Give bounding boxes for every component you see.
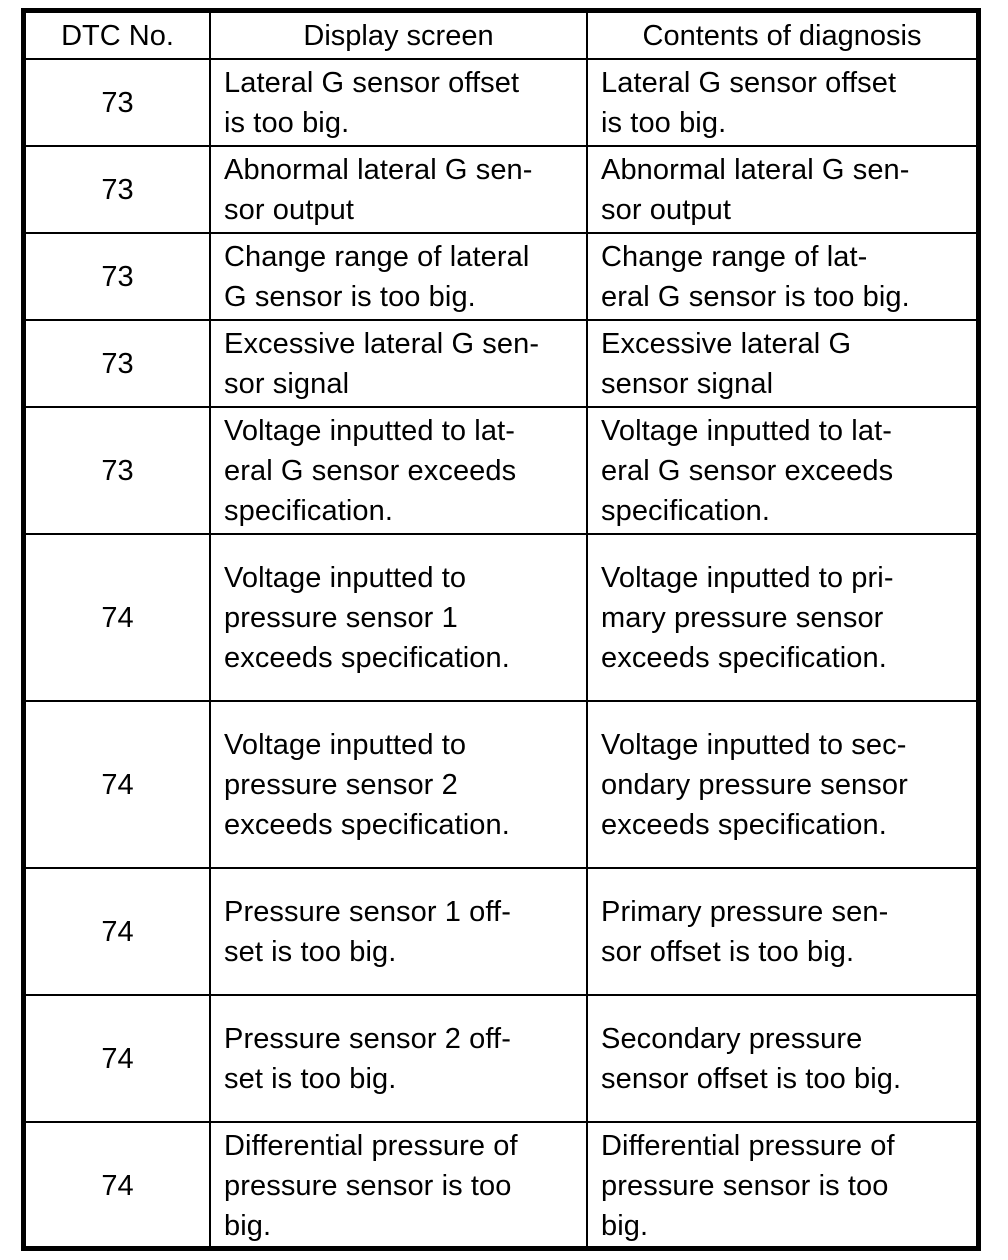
dtc-number: 74 <box>26 995 210 1122</box>
table-row <box>26 868 976 995</box>
dtc-table <box>26 13 976 1249</box>
display-screen-text: Change range of lateral G sensor is too big. <box>210 233 587 320</box>
dtc-table-frame <box>21 8 981 1251</box>
display-screen-text: Lateral G sensor offset is too big. <box>210 59 587 146</box>
dtc-number: 73 <box>26 233 210 320</box>
diagnosis-text: Voltage inputted to sec- ondary pressure sensor exceeds specification. <box>587 701 976 868</box>
diagnosis-text: Excessive lateral G sensor signal <box>587 320 976 407</box>
display-screen-text: Voltage inputted to lat- eral G sensor exceeds specification. <box>210 407 587 534</box>
display-screen-text: Voltage inputted to pressure sensor 1 exceeds specification. <box>210 534 587 701</box>
display-screen-text: Excessive lateral G sen- sor signal <box>210 320 587 407</box>
header-contents-of-diagnosis: Contents of diagnosis <box>587 13 976 59</box>
table-row <box>26 995 976 1122</box>
dtc-number: 74 <box>26 1122 210 1249</box>
header-row <box>26 13 976 59</box>
dtc-number: 73 <box>26 59 210 146</box>
table-row <box>26 233 976 320</box>
diagnosis-text: Voltage inputted to pri- mary pressure sensor exceeds specification. <box>587 534 976 701</box>
diagnosis-text: Differential pressure of pressure sensor is too big. <box>587 1122 976 1249</box>
dtc-number: 73 <box>26 320 210 407</box>
display-screen-text: Abnormal lateral G sen- sor output <box>210 146 587 233</box>
header-dtc-no: DTC No. <box>26 13 210 59</box>
display-screen-text: Pressure sensor 2 off- set is too big. <box>210 995 587 1122</box>
table-row <box>26 320 976 407</box>
dtc-number: 74 <box>26 701 210 868</box>
diagnosis-text: Secondary pressure sensor offset is too big. <box>587 995 976 1122</box>
dtc-number: 74 <box>26 534 210 701</box>
diagnosis-text: Change range of lat- eral G sensor is too big. <box>587 233 976 320</box>
display-screen-text: Differential pressure of pressure sensor is too big. <box>210 1122 587 1249</box>
table-row <box>26 701 976 868</box>
diagnosis-text: Abnormal lateral G sen- sor output <box>587 146 976 233</box>
table-row <box>26 146 976 233</box>
header-display-screen: Display screen <box>210 13 587 59</box>
diagnosis-text: Voltage inputted to lat- eral G sensor exceeds specification. <box>587 407 976 534</box>
dtc-number: 73 <box>26 407 210 534</box>
table-row <box>26 407 976 534</box>
dtc-number: 74 <box>26 868 210 995</box>
dtc-number: 73 <box>26 146 210 233</box>
table-row <box>26 534 976 701</box>
table-row <box>26 59 976 146</box>
table-row <box>26 1122 976 1249</box>
display-screen-text: Pressure sensor 1 off- set is too big. <box>210 868 587 995</box>
display-screen-text: Voltage inputted to pressure sensor 2 exceeds specification. <box>210 701 587 868</box>
diagnosis-text: Primary pressure sen- sor offset is too big. <box>587 868 976 995</box>
diagnosis-text: Lateral G sensor offset is too big. <box>587 59 976 146</box>
